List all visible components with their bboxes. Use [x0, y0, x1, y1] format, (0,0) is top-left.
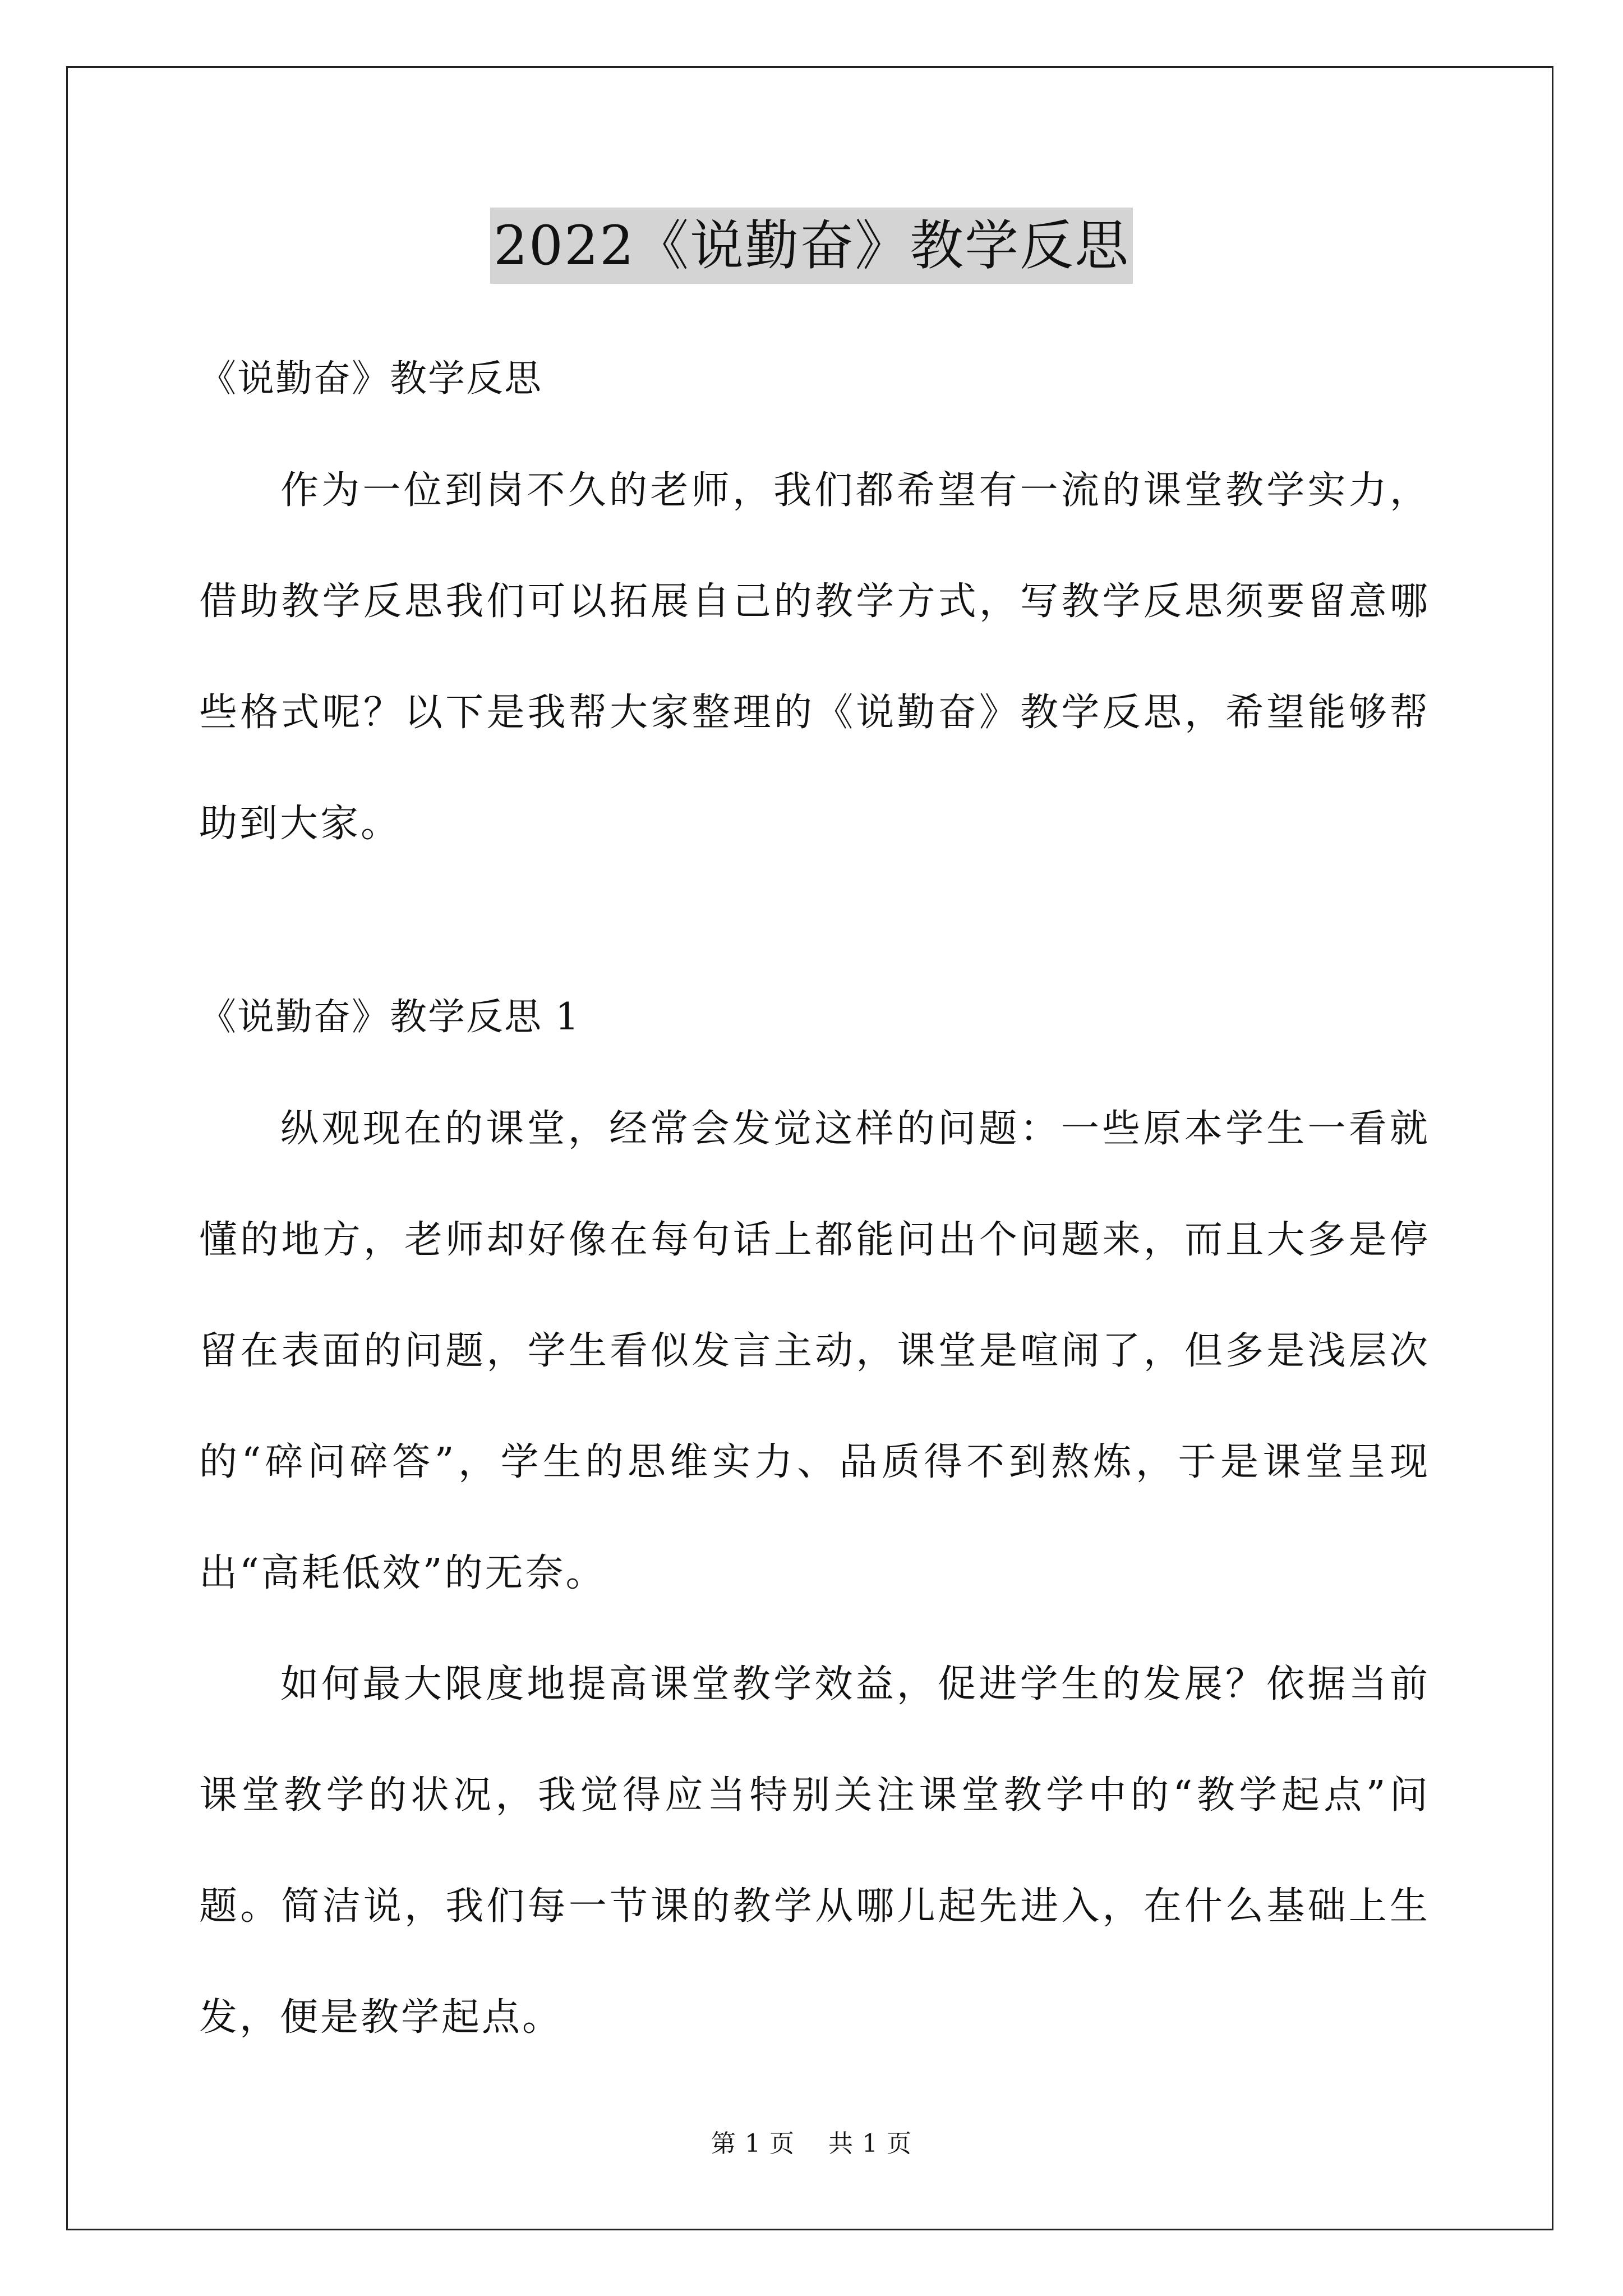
- page-footer: [0, 2127, 1623, 2161]
- section-heading: 《说勤奋》教学反思 1: [199, 995, 580, 1038]
- document-title: 2022《说勤奋》教学反思: [490, 208, 1133, 284]
- title-container: [0, 208, 1623, 284]
- intro-heading: 《说勤奋》教学反思: [199, 357, 542, 400]
- intro-paragraph: 作为一位到岗不久的老师，我们都希望有一流的课堂教学实力，借助教学反思我们可以拓展自己的教学方式，写教学反思须要留意哪些格式呢？以下是我帮大家整理的《说勤奋》教学反思，希望能够帮助到大家。: [199, 468, 1430, 846]
- page-number: 第 1 页: [711, 2129, 795, 2158]
- page-total: 共 1 页: [828, 2129, 912, 2158]
- body-paragraph: 纵观现在的课堂，经常会发觉这样的问题：一些原本学生一看就懂的地方，老师却好像在每句话上都能问出个问题来，而且大多是停留在表面的问题，学生看似发言主动，课堂是喧闹了，但多是浅层次的“碎问碎答”，学生的思维实力、品质得不到熬炼，于是课堂呈现出“高耗低效”的无奈。: [199, 1107, 1430, 1595]
- body-paragraph: 如何最大限度地提高课堂教学效益，促进学生的发展？依据当前课堂教学的状况，我觉得应当特别关注课堂教学中的“教学起点”问题。简洁说，我们每一节课的教学从哪儿起先进入，在什么基础上生发，便是教学起点。: [199, 1662, 1430, 2040]
